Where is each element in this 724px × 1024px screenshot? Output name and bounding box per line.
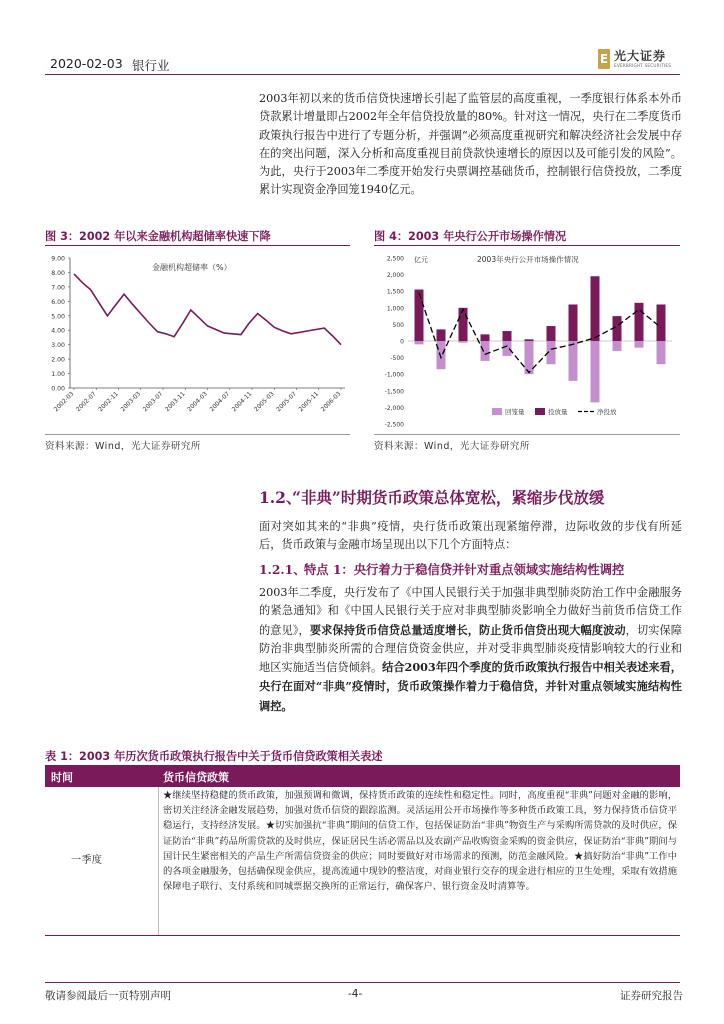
x-tick-label: 2005-11 <box>297 390 321 414</box>
paragraph-intro: 2003年初以来的货币信贷快速增长引起了监管层的高度重视，一季度银行体系本外币贷款累计增量即占2002年全年信贷投放量的80%。针对这一情况，央行在二季度货币政策执行报告中进行了专题分析，并强调“必须高度重视研究和解决经济社会发展中存在的突出问题，深入分析和高度重视目前贷款快速增长的原因以及可能引发的风险”。为此，央行于2003年二季度开始发行央票调控基础货币，控制银行信贷投放，二季度累计实现资金净回笼1940亿元。 <box>259 92 682 197</box>
page-number: -4- <box>348 988 363 1000</box>
column-header-time: 时间 <box>51 771 73 784</box>
figure3-source: 资料来源：Wind，光大证券研究所 <box>45 441 201 452</box>
company-logo <box>598 48 680 72</box>
y-tick-label: 1.00 <box>51 371 65 379</box>
para3-bold-d: 结合2003年四个季度的货币政策执行报告中相关表述来看，央行在面对“非典”疫情时，货币政策操作着力于稳信贷，并针对重点领域实施结构性调控。 <box>259 660 682 713</box>
footer-report-type: 证券研究报告 <box>620 990 683 1002</box>
bar-recall <box>481 341 490 361</box>
figure3-source-rule <box>45 434 350 435</box>
y-tick-label: 5.00 <box>51 313 65 321</box>
bar-recall <box>459 341 468 343</box>
x-tick-label: 2003-07 <box>141 390 165 414</box>
bar-recall <box>525 341 534 374</box>
logo-mark-icon: E <box>598 49 610 69</box>
bar-recall <box>503 341 512 356</box>
x-tick-label: 2002-03 <box>52 390 76 414</box>
bar-injection <box>503 331 512 341</box>
x-tick-label: 2005-07 <box>275 390 298 414</box>
legend-swatch-injection <box>535 408 545 415</box>
y-tick-label: -1,500 <box>384 388 404 396</box>
y-tick-label: 4.00 <box>51 327 65 335</box>
legend-label-net: 净投放 <box>597 408 617 416</box>
y-tick-label: 2,500 <box>386 255 404 263</box>
header-divider <box>45 74 680 75</box>
bar-recall <box>415 341 424 344</box>
excess-reserve-ratio-chart <box>40 248 350 432</box>
bar-injection <box>525 339 534 341</box>
paragraph-feature1 <box>259 584 682 716</box>
logo-english-text: EVERBRIGHT SECURITIES <box>614 63 672 68</box>
bar-recall <box>591 341 600 402</box>
bar-injection <box>613 316 622 341</box>
subsection-number: 1.2.1、 <box>259 562 306 577</box>
footer-divider <box>45 982 680 983</box>
bar-injection <box>591 276 600 341</box>
x-tick-label: 2002-07 <box>74 390 98 414</box>
para3-text-c: ，切实保障防治非典型肺炎所需的合理信贷资金供应，并对受非典型肺炎疫情影响较大的行业和地区实施适当信贷倾斜。 <box>259 623 682 675</box>
table-row <box>45 787 680 936</box>
table1-title: 表 1：2003 年历次货币政策执行报告中关于货币信贷政策相关表述 <box>45 750 383 763</box>
table-column-divider <box>158 787 159 935</box>
x-tick-label: 2005-03 <box>252 390 276 414</box>
y-tick-label: 9.00 <box>51 255 65 263</box>
y-tick-label: -2,500 <box>384 421 404 429</box>
legend-label-recall: 回笼量 <box>505 408 525 416</box>
legend-swatch-recall <box>492 408 502 415</box>
subsection-heading: 特点 1：央行着力于稳信贷并针对重点领域实施结构性调控 <box>304 562 625 577</box>
column-header-policy: 货币信贷政策 <box>163 771 229 784</box>
x-tick-label: 2004-07 <box>208 390 232 414</box>
figure4-title-rule <box>374 245 680 246</box>
y-tick-label: 6.00 <box>51 298 65 306</box>
bar-injection <box>437 329 446 341</box>
y-tick-label: -500 <box>390 355 404 363</box>
figure4-title: 图 4：2003 年央行公开市场操作情况 <box>374 230 567 243</box>
report-date: 2020-02-03 <box>50 56 123 71</box>
figure4-source-rule <box>374 434 680 435</box>
series-line-excess-reserve <box>74 274 341 345</box>
figure4-source: 资料来源：Wind，光大证券研究所 <box>374 441 530 452</box>
bar-injection <box>657 304 666 341</box>
y-tick-label: 0.00 <box>51 385 65 393</box>
table-cell-policy: ★继续坚持稳健的货币政策，加强预调和微调，保持货币政策的连续性和稳定性。同时，高度重视“非典”问题对金融的影响，密切关注经济金融发展趋势，加强对货币信贷的跟踪监测。灵活运用公开市场操作等多种货币政策工具，努力保持货币信贷平稳运行，支持经济发展。★切实加强抗“非典”期间的信贷工作，包括保证防治“非典”物资生产与采购所需贷款的及时供应，保证防治“非典”药品所需贷款的及时供应，保证居民生活必需品以及农副产品收购资金采购的资金供应，保证防治“非典”期间与国计民生紧密相关的产品生产所需信贷资金的供应；同时要做好对市场需求的预测，防范金融风险。★搞好防治“非典”工作中的各项金融服务，包括确保现金供应，提高流通中现钞的整洁度，对商业银行交存的现金进行相应的卫生处理，采取有效措施保障电子联行、支付系统和同城票据交换所的正常运行，确保客户、银行资金及时清算等。 <box>163 790 677 893</box>
y-tick-label: 0 <box>400 338 404 346</box>
footer-disclaimer: 敬请参阅最后一页特别声明 <box>45 990 171 1002</box>
table-cell-time: 一季度 <box>71 854 102 866</box>
series-line-net-injection <box>419 293 661 373</box>
table-header-row <box>45 765 680 787</box>
bar-recall <box>437 341 446 369</box>
chart-inner-title: 金融机构超储率（%） <box>152 263 232 272</box>
bar-recall <box>657 341 666 364</box>
bar-injection <box>547 326 556 341</box>
x-tick-label: 2002-11 <box>97 390 120 414</box>
bar-injection <box>459 308 468 341</box>
bar-injection <box>569 304 578 341</box>
section-heading: “非典”时期货币政策总体宽松，紧缩步伐放缓 <box>292 488 605 507</box>
figure3-title-rule <box>45 245 350 246</box>
y-tick-label: 500 <box>392 321 404 329</box>
report-sector: 银行业 <box>132 58 170 73</box>
y-tick-label: -2,000 <box>384 404 404 412</box>
bar-injection <box>635 303 644 341</box>
y-tick-label: 7.00 <box>51 284 65 292</box>
para3-text-a: 2003年二季度，央行发布了《中国人民银行关于加强非典型肺炎防治工作中金融服务的紧急通知》和《中国人民银行关于应对非典型肺炎影响全力做好当前货币信贷工作的意见》， <box>259 586 682 637</box>
bar-injection <box>481 334 490 341</box>
x-tick-label: 2003-11 <box>163 390 187 414</box>
bar-recall <box>613 341 622 351</box>
para3-bold-b: 要求保持货币信贷总量适度增长，防止货币信贷出现大幅度波动 <box>309 622 626 637</box>
logo-text: 光大证券 <box>614 49 667 63</box>
open-market-operations-chart <box>372 248 682 432</box>
y-tick-label: 1,500 <box>386 288 404 296</box>
x-tick-label: 2004-11 <box>230 390 254 414</box>
section-number: 1.2、 <box>259 488 302 507</box>
chart-inner-title: 2003年央行公开市场操作情况 <box>477 255 579 264</box>
bar-recall <box>569 341 578 381</box>
bar-injection <box>415 290 424 341</box>
x-tick-label: 2006-03 <box>319 390 343 414</box>
y-tick-label: 2.00 <box>51 356 65 364</box>
paragraph-section-intro: 面对突如其来的“非典”疫情，央行货币政策出现紧缩停滞，边际收敛的步伐有所延后，货币政策与金融市场呈现出以下几个方面特点： <box>259 520 682 552</box>
y-tick-label: 3.00 <box>51 342 65 350</box>
x-tick-label: 2004-03 <box>186 390 209 414</box>
chart-unit-label: 亿元 <box>414 256 428 264</box>
y-tick-label: -1,000 <box>384 371 404 379</box>
legend-label-injection: 投放量 <box>548 408 568 416</box>
x-tick-label: 2003-03 <box>119 390 143 414</box>
y-tick-label: 2,000 <box>386 272 404 280</box>
y-tick-label: 1,000 <box>386 305 404 313</box>
figure3-title: 图 3：2002 年以来金融机构超储率快速下降 <box>45 230 271 243</box>
y-tick-label: 8.00 <box>51 269 65 277</box>
bar-recall <box>635 341 644 348</box>
